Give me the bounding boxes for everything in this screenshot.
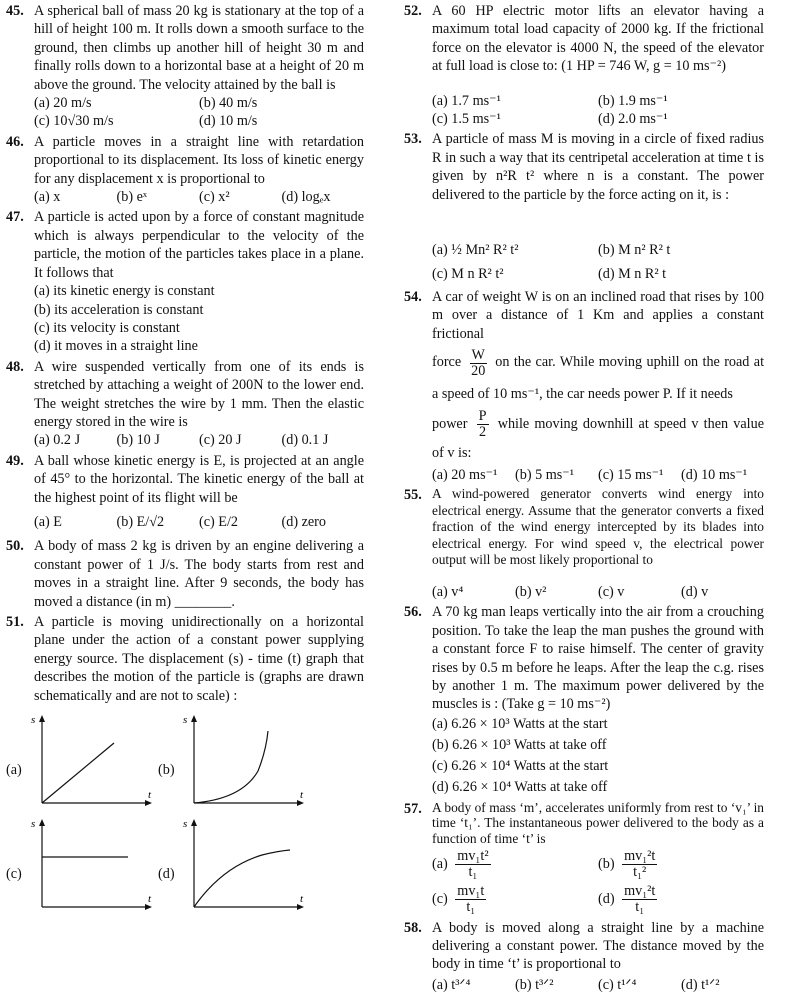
- question-49: [6, 452, 364, 532]
- option-b: (b) 10 J: [116, 432, 160, 449]
- option-b: (b) 6.26 × 10³ Watts at take off: [432, 736, 607, 753]
- graph-d: [158, 817, 310, 917]
- question-text-part2a: force: [432, 354, 462, 371]
- question-48: [6, 358, 364, 450]
- option-c: (c) 15 ms⁻¹: [598, 466, 664, 483]
- fraction: $\frac{\text{mv₁t²}}{\text{t₁}}$: [457, 847, 489, 880]
- option-a: (a) 1.7 ms⁻¹: [432, 92, 501, 109]
- curve: [194, 850, 290, 907]
- question-text: A body is moved along a straight line by a machine delivering a constant power. The distance moved by the body in time ‘t’ is proportional to: [432, 919, 764, 973]
- question-number: 54.: [404, 289, 422, 306]
- option-b: (b) 5 ms⁻¹: [515, 466, 575, 483]
- option-d: (d) logₑx: [281, 189, 331, 206]
- option-c: (c) E/2: [199, 513, 238, 530]
- question-number: 49.: [6, 452, 24, 469]
- question-51: [6, 613, 364, 705]
- option-d: (d) t¹ᐟ²: [681, 976, 720, 993]
- axis-label-t: t: [300, 789, 304, 802]
- fraction: $\frac{\text{mv₁²t}}{\text{t₁²}}$: [624, 847, 656, 880]
- option-c: (c) its velocity is constant: [34, 319, 180, 336]
- curve: [194, 731, 268, 803]
- graph-label: (c): [6, 866, 22, 883]
- option-d: (d) 2.0 ms⁻¹: [598, 111, 668, 128]
- option-c: (c) 6.26 × 10⁴ Watts at the start: [432, 757, 609, 774]
- option-b: (b) 40 m/s: [199, 95, 258, 112]
- question-55: [404, 486, 764, 601]
- question-text: A particle is acted upon by a force of constant magnitude which is always perpendicular to the velocity of the particle, the motion of the particles takes place in a plane. It follows that: [34, 209, 364, 281]
- question-50: [6, 537, 364, 611]
- graph-c: [6, 817, 158, 917]
- question-text-part3a: power: [432, 415, 468, 432]
- question-number: 46.: [6, 133, 24, 150]
- question-text: [432, 288, 764, 465]
- option-b: (b) M n² R² t: [598, 242, 671, 259]
- axis-label-t: t: [148, 893, 152, 906]
- graph-options: [6, 713, 364, 917]
- graph-b-increasing-curve: [182, 713, 306, 813]
- option-a: (a) 0.2 J: [34, 432, 81, 449]
- option-d: (d) it moves in a straight line: [34, 338, 198, 355]
- question-56: [404, 603, 764, 797]
- right-column: [404, 2, 764, 996]
- question-number: 47.: [6, 209, 24, 226]
- question-text: A 60 HP electric motor lifts an elevator having a maximum total load capacity of 2000 kg. If the frictional force on the elevator is 4000 N, the speed of the elevator at full load is close to: (1 HP = 746 W, g = 10 ms⁻²): [432, 3, 764, 75]
- left-column: [6, 2, 364, 917]
- question-text: A wind-powered generator converts wind energy into electrical energy. Assume that the generator converts a fixed fraction of the wind energy intercepted by its blades into electrical energy. For wind speed v, the electrical power output will be most likely proportional to: [432, 485, 764, 568]
- question-46: [6, 133, 364, 207]
- graph-d-saturating-curve: [182, 817, 306, 917]
- option-c: (c) 1.5 ms⁻¹: [432, 111, 501, 128]
- option-a: (a) 6.26 × 10³ Watts at the start: [432, 715, 608, 732]
- option-b: (b) v²: [515, 583, 547, 600]
- option-b: (b) E/√2: [116, 513, 165, 530]
- axis-label-s: s: [31, 818, 36, 831]
- axis-label-s: s: [183, 714, 188, 727]
- question-number: 45.: [6, 3, 24, 19]
- option-c: (c) M n R² t²: [432, 266, 504, 283]
- question-number: 56.: [404, 604, 422, 621]
- question-text-part3b: while moving downhill at speed v then value of v is:: [432, 415, 764, 461]
- graph-label: (b): [158, 762, 175, 779]
- question-number: 57.: [404, 800, 422, 817]
- option-c: (c) v: [598, 583, 625, 600]
- fraction-w-over-20: $\frac{W}{20}$: [471, 346, 486, 379]
- option-b: (b) 1.9 ms⁻¹: [598, 92, 668, 109]
- option-a: (a) its kinetic energy is constant: [34, 283, 215, 300]
- axis-label-s: s: [31, 714, 36, 727]
- question-text: A particle moves in a straight line with retardation proportional to its displacement. Its loss of kinetic energy for any displacement x is proportional to: [34, 133, 364, 187]
- question-47: [6, 208, 364, 355]
- option-b: (b) t³ᐟ²: [515, 976, 554, 993]
- question-number: 50.: [6, 538, 24, 555]
- option-b: (b) its acceleration is constant: [34, 301, 204, 318]
- option-a: (a) ½ Mn² R² t²: [432, 242, 519, 259]
- question-52: [404, 2, 764, 128]
- question-text: A body of mass ‘m’, accelerates uniformly from rest to ‘v₁’ in time ‘t₁’. The instantaneous power delivered to the body as a function of time ‘t’ is: [432, 799, 764, 846]
- option-d: (d) 0.1 J: [281, 432, 329, 449]
- option-a: (a) E: [34, 513, 62, 530]
- question-text: A 70 kg man leaps vertically into the air from a crouching position. To take the leap the man pushes the ground with a constant force F to raise himself. The center of gravity rises by 0.5 m before he leaps. After the leap the c.g. rises by another 1 m. The maximum power delivered by the muscles is : (Take g = 10 ms⁻²): [432, 604, 764, 713]
- option-a: (a) v⁴: [432, 583, 464, 600]
- question-58: [404, 919, 764, 995]
- fraction: $\frac{\text{mv₁t}}{\text{t₁}}$: [457, 882, 485, 915]
- option-d: (d) v: [681, 583, 709, 600]
- option-a: (a) 20 ms⁻¹: [432, 466, 498, 483]
- option-c: (c) t¹ᐟ⁴: [598, 976, 637, 993]
- question-53: [404, 130, 764, 286]
- graph-b: [158, 713, 310, 813]
- graph-a: [6, 713, 158, 813]
- option-c: (c) 10√30 m/s: [34, 113, 114, 130]
- option-c: (c) $\frac{\text{mv₁t}}{\text{t₁}}$: [432, 882, 485, 915]
- question-text: A spherical ball of mass 20 kg is stationary at the top of a hill of height 100 m. It rolls down a smooth surface to the ground, then climbs up another hill of height 30 m and finally rolls down to a horizontal base at a height of 20 m above the ground. The velocity attained by the ball is: [34, 3, 364, 93]
- question-number: 51.: [6, 614, 24, 630]
- graph-c-horizontal-line: [30, 817, 154, 917]
- option-d: (d) 6.26 × 10⁴ Watts at take off: [432, 778, 608, 795]
- option-c: (c) 20 J: [199, 432, 242, 449]
- question-45: [6, 2, 364, 131]
- option-a: (a) $\frac{\text{mv₁t²}}{\text{t₁}}$: [432, 847, 489, 880]
- option-b: (b) $\frac{\text{mv₁²t}}{\text{t₁²}}$: [598, 847, 656, 880]
- question-number: 53.: [404, 131, 422, 148]
- option-d: (d) M n R² t: [598, 266, 667, 283]
- question-text: A particle of mass M is moving in a circle of fixed radius R in such a way that its centripetal acceleration at time t is given by n²R t² where n is a constant. The power delivered to the particle by the force acting on it, is :: [432, 131, 764, 203]
- axis-label-t: t: [300, 893, 304, 906]
- question-57: [404, 800, 764, 915]
- question-text-part2b: on the car. While moving uphill on the road at a speed of 10 ms⁻¹, the car needs power P. If it needs: [432, 354, 765, 402]
- axis-label-s: s: [183, 818, 188, 831]
- option-a: (a) 20 m/s: [34, 95, 92, 112]
- option-b: (b) eˣ: [116, 189, 147, 206]
- question-number: 55.: [404, 486, 422, 503]
- question-number: 58.: [404, 919, 422, 936]
- question-text: A body of mass 2 kg is driven by an engine delivering a constant power of 1 J/s. The body starts from rest and moves in a straight line. After 9 seconds, the body has moved a distance (in m) ________.: [34, 538, 364, 610]
- option-d: (d) 10 ms⁻¹: [681, 466, 748, 483]
- option-a: (a) t³ᐟ⁴: [432, 976, 471, 993]
- axis-label-t: t: [148, 789, 152, 802]
- question-number: 52.: [404, 3, 422, 19]
- question-54: [404, 288, 764, 484]
- question-number: 48.: [6, 358, 24, 375]
- option-a: (a) x: [34, 189, 61, 206]
- graph-label: (a): [6, 762, 22, 779]
- curve: [42, 743, 114, 803]
- question-text: A wire suspended vertically from one of its ends is stretched by attaching a weight of 200N to the lower end. The weight stretches the wire by 1 mm. Then the elastic energy stored in the wire is: [34, 358, 364, 430]
- graph-a-straight-line: [30, 713, 154, 813]
- option-d: (d) zero: [281, 513, 327, 530]
- question-text-part1: A car of weight W is on an inclined road that rises by 100 m over a distance of 1 Km and applies a constant frictional: [432, 289, 764, 342]
- fraction: $\frac{\text{mv₁²t}}{\text{t₁}}$: [624, 882, 656, 915]
- option-d: (d) $\frac{\text{mv₁²t}}{\text{t₁}}$: [598, 882, 656, 915]
- graph-label: (d): [158, 866, 175, 883]
- question-text: A ball whose kinetic energy is E, is projected at an angle of 45° to the horizontal. The kinetic energy of the ball at the highest point of its flight will be: [34, 452, 364, 506]
- option-c: (c) x²: [199, 189, 230, 206]
- option-d: (d) 10 m/s: [199, 113, 258, 130]
- question-text: A particle is moving unidirectionally on a horizontal plane under the action of a constant power supplying energy source. The displacement (s) - time (t) graph that describes the motion of the particle is (graphs are drawn schematically and are not to scale) :: [34, 614, 364, 704]
- fraction-p-over-2: $\frac{P}{2}$: [478, 407, 487, 440]
